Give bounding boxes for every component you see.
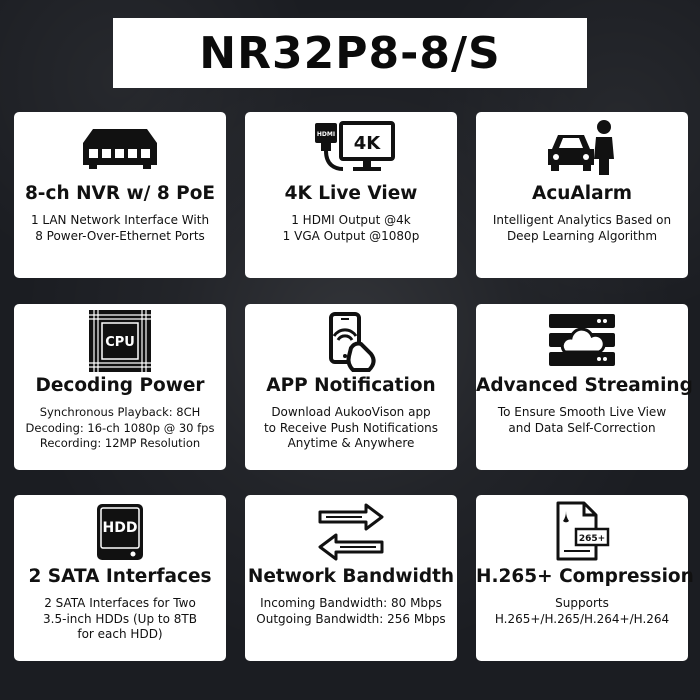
card-description: Download AukooVison app to Receive Push Notifications Anytime & Anywhere [263,405,439,450]
card-title: 8-ch NVR w/ 8 PoE [24,183,216,204]
hdmi-4k-monitor-icon [245,118,457,180]
card-description: 2 SATA Interfaces for Two 3.5-inch HDDs (Up to 8TB for each HDD) [43,596,197,641]
card-description: 1 LAN Network Interface With 8 Power-Over-Ethernet Ports [30,213,210,243]
card-title: APP Notification [266,375,436,396]
phone-notification-icon [245,310,457,372]
svg-text:HDMI: HDMI [316,131,336,138]
poe-switch-icon [14,118,226,180]
feature-card-poe [14,112,226,278]
card-description: Synchronous Playback: 8CH Decoding: 16-ch 1080p @ 30 fps Recording: 12MP Resolution [25,405,215,450]
card-title: 2 SATA Interfaces [28,566,212,587]
feature-card-advanced-streaming [476,304,693,470]
card-description: To Ensure Smooth Live View and Data Self-Correction [497,405,667,435]
cloud-server-icon [476,310,688,372]
card-title: Decoding Power [35,375,205,396]
card-title: 4K Live View [284,183,418,204]
feature-card-4k-live-view [245,112,457,278]
svg-text:4K: 4K [353,133,381,154]
card-description: Incoming Bandwidth: 80 Mbps Outgoing Bandwidth: 256 Mbps [256,596,446,626]
card-title: Network Bandwidth [247,566,455,587]
card-description: Supports H.265+/H.265/H.264+/H.264 [494,596,670,626]
bidirectional-arrows-icon [245,501,457,563]
product-title: NR32P8-8/S [199,27,501,79]
car-person-alarm-icon [476,118,688,180]
card-description: 1 HDMI Output @4k 1 VGA Output @1080p [282,213,420,243]
feature-card-sata-interfaces [14,495,226,661]
card-title: H.265+ Compression [476,566,694,587]
card-title: Advanced Streaming [476,375,693,396]
feature-card-network-bandwidth [245,495,457,661]
svg-text:HDD: HDD [102,520,138,536]
hdd-icon [14,501,226,563]
feature-card-decoding-power [14,304,226,470]
svg-text:CPU: CPU [105,335,135,350]
feature-card-acualarm [476,112,688,278]
card-title: AcuAlarm [532,183,632,204]
product-title-banner [113,18,587,88]
feature-card-h265-compression [476,495,694,661]
cpu-chip-icon [14,310,226,372]
card-description: Intelligent Analytics Based on Deep Learning Algorithm [492,213,672,243]
feature-card-app-notification [245,304,457,470]
h265-file-icon [476,501,688,563]
svg-text:265+: 265+ [578,534,606,544]
